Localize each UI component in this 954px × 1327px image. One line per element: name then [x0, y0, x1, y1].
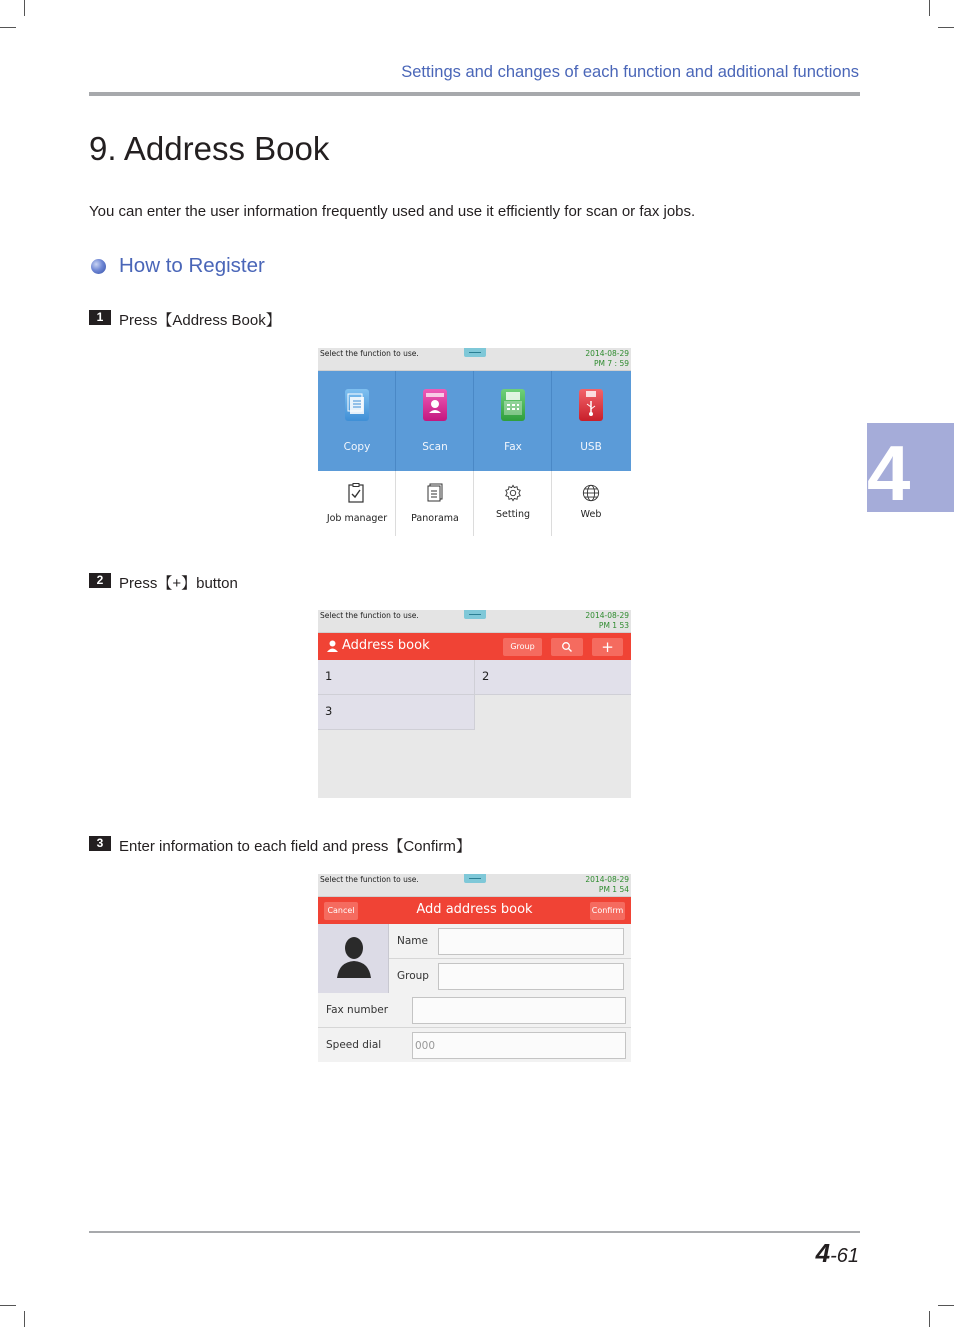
status-bar: [318, 874, 631, 897]
job-manager-tile[interactable]: [318, 471, 396, 536]
avatar-icon: [337, 936, 371, 978]
address-entry[interactable]: [475, 660, 631, 695]
section-bullet-icon: [91, 259, 106, 274]
pull-down-handle[interactable]: [464, 610, 486, 619]
status-bar: [318, 610, 631, 633]
crop-mark: [24, 1311, 25, 1327]
name-field[interactable]: [438, 928, 624, 955]
speed-dial-value: 000: [415, 1040, 436, 1052]
screen-title: Add address book: [416, 902, 533, 917]
address-book-screen: [318, 610, 631, 798]
scan-icon: [423, 389, 447, 421]
header-rule: [89, 92, 860, 96]
tool-row: [318, 471, 631, 536]
fax-icon: [501, 389, 525, 421]
tile-label: Setting: [495, 509, 530, 520]
status-date: 2014-08-29: [585, 611, 629, 620]
field-label: Fax number: [326, 1004, 389, 1016]
crop-mark: [929, 0, 930, 16]
step-number: 2: [89, 573, 111, 588]
step-number: 3: [89, 836, 111, 851]
page-number: [816, 1238, 859, 1269]
intro-paragraph: You can enter the user information frequently used and use it efficiently for scan or fax jobs.: [89, 203, 696, 220]
confirm-button[interactable]: Confirm: [590, 902, 625, 920]
crop-mark: [938, 1305, 954, 1306]
chapter-tab-number: 4: [867, 429, 911, 517]
globe-icon: [582, 483, 600, 503]
chapter-tab: [867, 423, 954, 517]
step-text: Enter information to each field and press【Confirm】: [119, 838, 471, 855]
gear-icon: [504, 483, 522, 503]
tile-label: Web: [580, 509, 602, 520]
crop-mark: [24, 0, 25, 16]
status-date: 2014-08-29: [585, 875, 629, 884]
panorama-tile[interactable]: [396, 471, 474, 536]
status-datetime: [585, 611, 629, 631]
speed-dial-field[interactable]: [412, 1032, 626, 1059]
panorama-icon: [426, 483, 444, 503]
add-button[interactable]: +: [592, 638, 623, 656]
group-field[interactable]: [438, 963, 624, 990]
field-label: Speed dial: [326, 1039, 382, 1051]
setting-tile[interactable]: [474, 471, 552, 536]
status-time: PM 1 53: [598, 621, 629, 630]
crop-mark: [0, 1305, 16, 1306]
crop-mark: [938, 27, 954, 28]
fax-tile[interactable]: [474, 371, 552, 471]
name-row: [389, 924, 631, 959]
screen-title: Address book: [342, 638, 430, 653]
usb-icon: [579, 389, 603, 421]
step-number: 1: [89, 310, 111, 325]
field-label: Group: [397, 970, 429, 982]
fax-number-row: [318, 993, 631, 1028]
step-text: Press【Address Book】: [119, 312, 281, 329]
pull-down-handle[interactable]: [464, 874, 486, 883]
status-bar: [318, 348, 631, 371]
step-text: Press【+】button: [119, 575, 238, 592]
copy-icon: [345, 389, 369, 421]
cancel-button[interactable]: Cancel: [324, 902, 358, 920]
status-message: Select the function to use.: [320, 611, 419, 620]
address-book-title-bar: [318, 633, 631, 660]
contact-photo[interactable]: [318, 924, 389, 993]
footer-rule: [89, 1231, 860, 1233]
add-address-book-title-bar: [318, 897, 631, 924]
group-button[interactable]: Group: [503, 638, 542, 656]
section-title: How to Register: [119, 254, 265, 277]
status-datetime: [585, 875, 629, 895]
fax-number-field[interactable]: [412, 997, 626, 1024]
field-label: Name: [397, 935, 428, 947]
status-datetime: [585, 349, 629, 369]
home-screen: [318, 348, 631, 536]
search-icon: [561, 641, 573, 653]
copy-tile[interactable]: [318, 371, 396, 471]
usb-tile[interactable]: [552, 371, 630, 471]
pull-down-handle[interactable]: [464, 348, 486, 357]
entry-label: 2: [482, 669, 490, 683]
add-address-book-screen: [318, 874, 631, 1062]
crop-mark: [929, 1311, 930, 1327]
crop-mark: [0, 27, 16, 28]
title-text: Address Book: [123, 130, 330, 167]
function-tiles: [318, 371, 631, 471]
title-number: 9: [89, 130, 108, 167]
group-row: [389, 959, 631, 994]
entry-label: 3: [325, 704, 333, 718]
status-time: PM 1 54: [598, 885, 629, 894]
tile-label: Scan: [422, 441, 448, 453]
scan-tile[interactable]: [396, 371, 474, 471]
status-time: PM 7 : 59: [594, 359, 629, 368]
search-button[interactable]: [551, 638, 583, 656]
speed-dial-row: [318, 1028, 631, 1062]
person-icon: [327, 640, 338, 652]
job-manager-icon: [348, 483, 366, 503]
page-chapter: 4: [815, 1238, 831, 1268]
entry-label: 1: [325, 669, 333, 683]
status-message: Select the function to use.: [320, 349, 419, 358]
status-date: 2014-08-29: [585, 349, 629, 358]
tile-label: Copy: [343, 441, 371, 453]
address-entry[interactable]: [318, 695, 475, 730]
tile-label: Fax: [504, 441, 522, 453]
status-message: Select the function to use.: [320, 875, 419, 884]
tile-label: Panorama: [411, 513, 459, 524]
page-sub: -61: [830, 1245, 859, 1267]
page-title: [89, 130, 329, 168]
tile-label: USB: [580, 441, 602, 453]
title-dot: .: [107, 130, 117, 167]
web-tile[interactable]: [552, 471, 630, 536]
address-entry[interactable]: [318, 660, 475, 695]
running-header: Settings and changes of each function and additional functions: [401, 63, 859, 81]
tile-label: Job manager: [326, 513, 388, 524]
